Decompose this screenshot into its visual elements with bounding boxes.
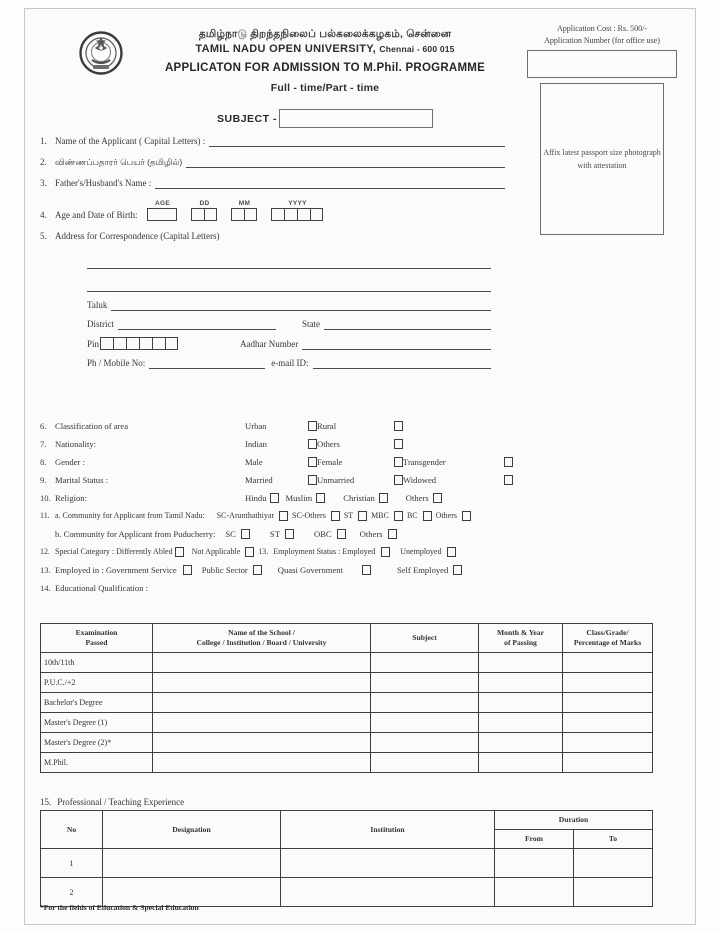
community-py-st-checkbox[interactable] — [285, 529, 294, 539]
field-row-name-tamil — [35, 156, 505, 168]
year-cell[interactable] — [271, 208, 284, 221]
education-cell-subject-0[interactable] — [371, 653, 479, 673]
field-input-name[interactable] — [209, 137, 505, 147]
photo-affix-box[interactable] — [540, 83, 664, 235]
year-group — [271, 198, 323, 221]
education-cell-subject-3[interactable] — [371, 713, 479, 733]
field-number-2: 2. — [40, 157, 47, 167]
field-label-name: Name of the Applicant ( Capital Letters) : — [55, 136, 206, 146]
experience-header-institution: Institution — [281, 811, 495, 849]
question-row-nationality — [35, 435, 687, 453]
pin-cell[interactable] — [165, 337, 178, 350]
table-row — [41, 849, 653, 878]
month-cell[interactable] — [244, 208, 257, 221]
taluk-row — [87, 299, 491, 311]
gender-female-label: Female — [317, 457, 343, 467]
field-label-name-tamil: விண்ணப்பதாரர் பெயர் (தமிழில்) — [55, 157, 183, 167]
pin-cells[interactable] — [100, 337, 178, 350]
nationality-others-checkbox[interactable] — [394, 439, 403, 449]
education-cell-class-grade-4[interactable] — [563, 733, 653, 753]
education-row-exam-5: M.Phil. — [41, 753, 153, 773]
application-number-label: Application Number (for office use) — [544, 36, 660, 45]
day-cell[interactable] — [191, 208, 204, 221]
education-cell-month-year-1[interactable] — [479, 673, 563, 693]
community-tn-sc-others-label: SC-Others — [292, 511, 326, 520]
question-number-11: 11. — [40, 511, 50, 520]
education-cell-month-year-2[interactable] — [479, 693, 563, 713]
community-tn-mbc-checkbox[interactable] — [394, 511, 403, 521]
religion-muslim-label: Muslim — [285, 493, 313, 503]
question-label-gender: Gender : — [55, 457, 85, 467]
age-group — [147, 198, 177, 221]
marital-unmarried-option[interactable] — [317, 474, 403, 486]
header-titles — [119, 27, 531, 94]
field-number-5: 5. — [40, 231, 47, 241]
day-cell[interactable] — [204, 208, 217, 221]
application-cost-label: Application Cost : Rs. 500/- — [557, 24, 647, 33]
education-cell-school-1[interactable] — [153, 673, 371, 693]
application-number-input[interactable] — [527, 50, 677, 78]
programme-title: APPLICATON FOR ADMISSION TO M.Phil. PROGRAMME — [164, 62, 486, 74]
field-number-4: 4. — [40, 210, 47, 220]
education-header-school-line1: Name of the School / — [228, 628, 295, 637]
employed-in-self-employed-option[interactable] — [397, 564, 462, 576]
field-label-age-dob: Age and Date of Birth: — [55, 210, 138, 220]
field-label-father-name: Father's/Husband's Name : — [55, 178, 152, 188]
nationality-others-label: Others — [317, 439, 340, 449]
education-cell-school-4[interactable] — [153, 733, 371, 753]
religion-christian-checkbox[interactable] — [379, 493, 388, 503]
question-label-classification: Classification of area — [55, 421, 129, 431]
experience-section-number: 15. — [40, 797, 52, 807]
question-number-12: 12. — [40, 547, 50, 556]
education-header-exam-line2: Passed — [85, 638, 108, 647]
day-group — [191, 198, 217, 221]
question-label-community-py: b. Community for Applicant from Puducherry: — [55, 529, 216, 539]
email-label: e-mail ID: — [271, 358, 309, 368]
question-label-marital-status: Marital Status : — [55, 475, 108, 485]
religion-others-label: Others — [405, 493, 429, 503]
community-tn-others-label: Others — [435, 511, 457, 520]
subject-input[interactable] — [279, 109, 433, 128]
gender-male-checkbox[interactable] — [308, 457, 317, 467]
field-row-address — [35, 230, 505, 242]
education-header-month-year-line1: Month & Year — [497, 628, 544, 637]
day-caption: DD — [199, 200, 210, 207]
employment-status-employed-checkbox[interactable] — [381, 547, 390, 557]
age-cell[interactable] — [147, 208, 177, 221]
religion-hindu-label: Hindu — [245, 493, 267, 503]
employment-status-unemployed-label: Unemployed — [400, 547, 442, 556]
table-row — [41, 693, 653, 713]
pin-aadhar-row — [87, 337, 491, 350]
marital-widowed-label: Widowed — [403, 475, 437, 485]
nationality-others-option[interactable] — [317, 438, 403, 450]
question-number-10: 10. — [40, 493, 51, 503]
community-tn-sc-arunthathiyar-label: SC-Arunthathiyar — [216, 511, 275, 520]
year-cell[interactable] — [297, 208, 310, 221]
experience-header-to: To — [574, 830, 653, 849]
experience-cell-no-1: 2 — [41, 878, 103, 907]
religion-hindu-option[interactable] — [245, 492, 279, 504]
university-name-text: TAMIL NADU OPEN UNIVERSITY, — [195, 43, 377, 55]
address-input-line-2[interactable] — [87, 269, 491, 292]
education-header-school — [153, 624, 371, 653]
question-number-7: 7. — [40, 439, 47, 449]
table-row — [41, 753, 653, 773]
experience-cell-no-0: 1 — [41, 849, 103, 878]
community-tn-bc-checkbox[interactable] — [423, 511, 432, 521]
taluk-input[interactable] — [111, 301, 491, 311]
classification-urban-checkbox[interactable] — [308, 421, 317, 431]
question-number-13a: 13. — [258, 547, 269, 556]
education-header-month-year-line2: of Passing — [504, 638, 537, 647]
question-row-special-category — [35, 543, 687, 561]
field-number-3: 3. — [40, 178, 47, 188]
marital-married-option[interactable] — [245, 474, 317, 486]
pin-label: Pin — [87, 339, 100, 349]
community-tn-bc-label: BC — [406, 511, 418, 520]
experience-section — [35, 797, 653, 907]
employed-in-public-sector-option[interactable] — [202, 564, 262, 576]
education-row-exam-2: Bachelor's Degree — [41, 693, 153, 713]
question-row-employed-in — [35, 561, 687, 579]
nationality-indian-label: Indian — [245, 439, 267, 449]
community-tn-sc-arunthathiyar-checkbox[interactable] — [279, 511, 288, 521]
education-header-exam-line1: Examination — [75, 628, 118, 637]
community-py-st-label: ST — [269, 529, 280, 539]
district-input[interactable] — [118, 320, 276, 330]
education-header-class-grade-line1: Class/Grade/ — [586, 628, 629, 637]
field-row-name — [35, 135, 505, 147]
special-category-not-applicable-checkbox[interactable] — [245, 547, 254, 557]
education-table-header-row — [41, 624, 653, 653]
address-input-line-1[interactable] — [87, 246, 491, 269]
gender-male-option[interactable] — [245, 456, 317, 468]
education-table — [40, 623, 653, 773]
community-py-obc-option[interactable] — [314, 528, 346, 540]
education-cell-school-2[interactable] — [153, 693, 371, 713]
marital-unmarried-checkbox[interactable] — [394, 475, 403, 485]
education-cell-month-year-4[interactable] — [479, 733, 563, 753]
field-input-father-name[interactable] — [155, 179, 505, 189]
age-caption: AGE — [154, 200, 170, 207]
education-cell-subject-5[interactable] — [371, 753, 479, 773]
community-tn-sc-others-checkbox[interactable] — [331, 511, 340, 521]
experience-cell-to-1[interactable] — [574, 878, 653, 907]
option-questions — [35, 417, 687, 597]
employment-status-unemployed-option[interactable] — [400, 546, 455, 558]
community-tn-mbc-option[interactable] — [371, 510, 403, 522]
question-row-religion — [35, 489, 687, 507]
email-input[interactable] — [313, 359, 491, 369]
question-number-8: 8. — [40, 457, 47, 467]
community-tn-sc-others-option[interactable] — [292, 510, 340, 522]
experience-cell-from-1[interactable] — [495, 878, 574, 907]
nationality-indian-checkbox[interactable] — [308, 439, 317, 449]
marital-widowed-checkbox[interactable] — [504, 475, 513, 485]
community-tn-others-option[interactable] — [436, 510, 471, 522]
community-tn-bc-option[interactable] — [407, 510, 432, 522]
gender-transgender-option[interactable] — [403, 456, 513, 468]
question-label-community-tn: a. Community for Applicant from Tamil Nadu: — [55, 511, 205, 520]
community-py-others-label: Others — [359, 529, 383, 539]
religion-muslim-option[interactable] — [285, 492, 325, 504]
month-group — [231, 198, 257, 221]
employed-in-public-sector-checkbox[interactable] — [253, 565, 262, 575]
question-number-9: 9. — [40, 475, 47, 485]
education-header-exam — [41, 624, 153, 653]
employed-in-quasi-government-checkbox[interactable] — [362, 565, 371, 575]
education-cell-month-year-0[interactable] — [479, 653, 563, 673]
pin-cell[interactable] — [139, 337, 152, 350]
question-label-nationality: Nationality: — [55, 439, 97, 449]
table-row — [41, 733, 653, 753]
table-row — [41, 713, 653, 733]
pin-cell[interactable] — [126, 337, 139, 350]
programme-mode: Full - time/Part - time — [270, 82, 380, 94]
subject-label: SUBJECT - — [217, 112, 277, 125]
classification-urban-label: Urban — [245, 421, 267, 431]
field-number-1: 1. — [40, 136, 47, 146]
education-cell-class-grade-5[interactable] — [563, 753, 653, 773]
year-cells[interactable] — [271, 208, 323, 221]
year-cell[interactable] — [284, 208, 297, 221]
gender-female-checkbox[interactable] — [394, 457, 403, 467]
phone-input[interactable] — [149, 359, 265, 369]
community-py-sc-option[interactable] — [225, 528, 250, 540]
gender-male-label: Male — [245, 457, 263, 467]
education-header-class-grade-line2: Percentage of Marks — [573, 638, 642, 647]
pin-cell[interactable] — [100, 337, 113, 350]
taluk-label: Taluk — [87, 300, 108, 310]
employed-in-public-sector-label: Public Sector — [201, 565, 248, 575]
religion-christian-option[interactable] — [343, 492, 388, 504]
religion-hindu-checkbox[interactable] — [270, 493, 279, 503]
university-seal-icon — [79, 31, 123, 75]
month-caption: MM — [238, 200, 251, 207]
subject-row — [119, 109, 531, 128]
religion-muslim-checkbox[interactable] — [316, 493, 325, 503]
tamil-university-title: தமிழ்நாடு திறந்தநிலைப் பல்கலைக்கழகம், சென்னை — [198, 28, 452, 40]
employed-in-self-employed-label: Self Employed — [396, 565, 449, 575]
university-name — [119, 42, 531, 57]
state-input[interactable] — [324, 320, 491, 330]
community-tn-others-checkbox[interactable] — [462, 511, 471, 521]
education-cell-school-5[interactable] — [153, 753, 371, 773]
education-row-exam-4: Master's Degree (2)* — [41, 733, 153, 753]
experience-cell-institution-0[interactable] — [281, 849, 495, 878]
community-py-sc-checkbox[interactable] — [241, 529, 250, 539]
community-py-obc-checkbox[interactable] — [337, 529, 346, 539]
religion-others-option[interactable] — [406, 492, 442, 504]
field-input-name-tamil[interactable] — [186, 158, 505, 168]
experience-cell-institution-1[interactable] — [281, 878, 495, 907]
gender-transgender-label: Transgender — [403, 457, 446, 467]
employed-in-quasi-government-label: Quasi Government — [277, 565, 343, 575]
education-cell-class-grade-1[interactable] — [563, 673, 653, 693]
experience-section-title-text: Professional / Teaching Experience — [57, 797, 185, 807]
state-label: State — [302, 319, 320, 329]
community-py-obc-label: OBC — [313, 529, 332, 539]
education-header-month-year — [479, 624, 563, 653]
religion-christian-label: Christian — [343, 493, 375, 503]
field-row-age-dob — [35, 198, 505, 221]
question-label-educational-qualification: Educational Qualification : — [55, 583, 149, 593]
gender-female-option[interactable] — [317, 456, 403, 468]
pin-cell[interactable] — [113, 337, 126, 350]
experience-header-row-1 — [41, 811, 653, 830]
district-state-row — [87, 318, 491, 330]
education-cell-month-year-5[interactable] — [479, 753, 563, 773]
education-row-exam-0: 10th/11th — [41, 653, 153, 673]
dob-box-group — [147, 198, 337, 221]
experience-header-no: No — [41, 811, 103, 849]
question-number-14: 14. — [40, 583, 51, 593]
field-row-father-name — [35, 177, 505, 189]
question-row-classification — [35, 417, 687, 435]
month-cell[interactable] — [231, 208, 244, 221]
education-header-school-line2: College / Institution / Board / University — [196, 638, 327, 647]
classification-rural-checkbox[interactable] — [394, 421, 403, 431]
education-row-exam-3: Master's Degree (1) — [41, 713, 153, 733]
question-row-marital-status — [35, 471, 687, 489]
pin-cell[interactable] — [152, 337, 165, 350]
community-tn-st-option[interactable] — [344, 510, 367, 522]
experience-header-duration: Duration — [495, 811, 653, 830]
classification-urban-option[interactable] — [245, 420, 317, 432]
question-number-6: 6. — [40, 421, 47, 431]
education-cell-subject-1[interactable] — [371, 673, 479, 693]
question-label-religion: Religion: — [55, 493, 87, 503]
community-py-st-option[interactable] — [270, 528, 294, 540]
question-row-gender — [35, 453, 687, 471]
experience-cell-designation-0[interactable] — [103, 849, 281, 878]
education-cell-class-grade-0[interactable] — [563, 653, 653, 673]
marital-married-checkbox[interactable] — [308, 475, 317, 485]
education-cell-school-0[interactable] — [153, 653, 371, 673]
classification-rural-option[interactable] — [317, 420, 403, 432]
education-cell-class-grade-2[interactable] — [563, 693, 653, 713]
education-header-class-grade — [563, 624, 653, 653]
classification-rural-label: Rural — [317, 421, 337, 431]
education-cell-subject-4[interactable] — [371, 733, 479, 753]
question-row-community-tn — [35, 507, 687, 525]
employed-in-self-employed-checkbox[interactable] — [453, 565, 462, 575]
aadhar-label: Aadhar Number — [240, 339, 299, 349]
year-cell[interactable] — [310, 208, 323, 221]
education-cell-month-year-3[interactable] — [479, 713, 563, 733]
nationality-indian-option[interactable] — [245, 438, 317, 450]
community-tn-st-label: ST — [343, 511, 354, 520]
community-py-sc-label: SC — [225, 529, 236, 539]
experience-header-from: From — [495, 830, 574, 849]
aadhar-input[interactable] — [302, 340, 491, 350]
photo-instruction-text: Affix latest passport size photograph with attestation — [543, 148, 661, 170]
experience-cell-to-0[interactable] — [574, 849, 653, 878]
question-row-educational-qualification — [35, 579, 687, 597]
community-py-others-option[interactable] — [360, 528, 397, 540]
education-cell-class-grade-3[interactable] — [563, 713, 653, 733]
footnote: *For the fields of Education & Special Education — [40, 903, 199, 912]
day-cells[interactable] — [191, 208, 217, 221]
experience-cell-from-0[interactable] — [495, 849, 574, 878]
question-label-special-category: Special Category : Differently Abled — [55, 547, 173, 556]
month-cells[interactable] — [231, 208, 257, 221]
question-label-employed-in: Employed in : Government Service — [55, 565, 177, 575]
personal-fields — [35, 135, 505, 369]
community-tn-sc-arunthathiyar-option[interactable] — [217, 510, 288, 522]
special-category-not-applicable-label: Not Applicable — [191, 547, 241, 556]
education-table-wrapper — [35, 623, 653, 773]
question-row-community-py — [35, 525, 687, 543]
form-sheet — [24, 8, 696, 925]
marital-married-label: Married — [245, 475, 273, 485]
employed-in-quasi-government-option[interactable] — [278, 564, 371, 576]
experience-header-designation: Designation — [103, 811, 281, 849]
experience-table — [40, 810, 653, 907]
application-info-block — [527, 23, 677, 235]
special-category-differently-abled-checkbox[interactable] — [175, 547, 184, 557]
education-row-exam-1: P.U.C./+2 — [41, 673, 153, 693]
community-py-others-checkbox[interactable] — [388, 529, 397, 539]
marital-unmarried-label: Unmarried — [317, 475, 355, 485]
employed-in-government-service-checkbox[interactable] — [183, 565, 192, 575]
question-number-13b: 13. — [40, 565, 51, 575]
employment-status-unemployed-checkbox[interactable] — [447, 547, 456, 557]
education-cell-subject-2[interactable] — [371, 693, 479, 713]
question-label-employment-status: Employment Status : Employed — [273, 547, 376, 556]
field-label-address: Address for Correspondence (Capital Letters) — [55, 231, 220, 241]
community-tn-st-checkbox[interactable] — [358, 511, 367, 521]
experience-section-title — [35, 797, 653, 807]
table-row — [41, 653, 653, 673]
year-caption: YYYY — [288, 200, 307, 207]
phone-email-row — [87, 357, 491, 369]
education-header-subject: Subject — [371, 624, 479, 653]
religion-others-checkbox[interactable] — [433, 493, 442, 503]
table-row — [41, 673, 653, 693]
education-cell-school-3[interactable] — [153, 713, 371, 733]
marital-widowed-option[interactable] — [403, 474, 513, 486]
phone-label: Ph / Mobile No: — [87, 358, 146, 368]
university-city-text: Chennai - 600 015 — [379, 44, 455, 54]
special-category-not-applicable-option[interactable] — [192, 546, 255, 558]
gender-transgender-checkbox[interactable] — [504, 457, 513, 467]
age-cells[interactable] — [147, 208, 177, 221]
community-tn-mbc-label: MBC — [371, 511, 389, 520]
address-lines — [87, 246, 491, 292]
district-label: District — [87, 319, 114, 329]
